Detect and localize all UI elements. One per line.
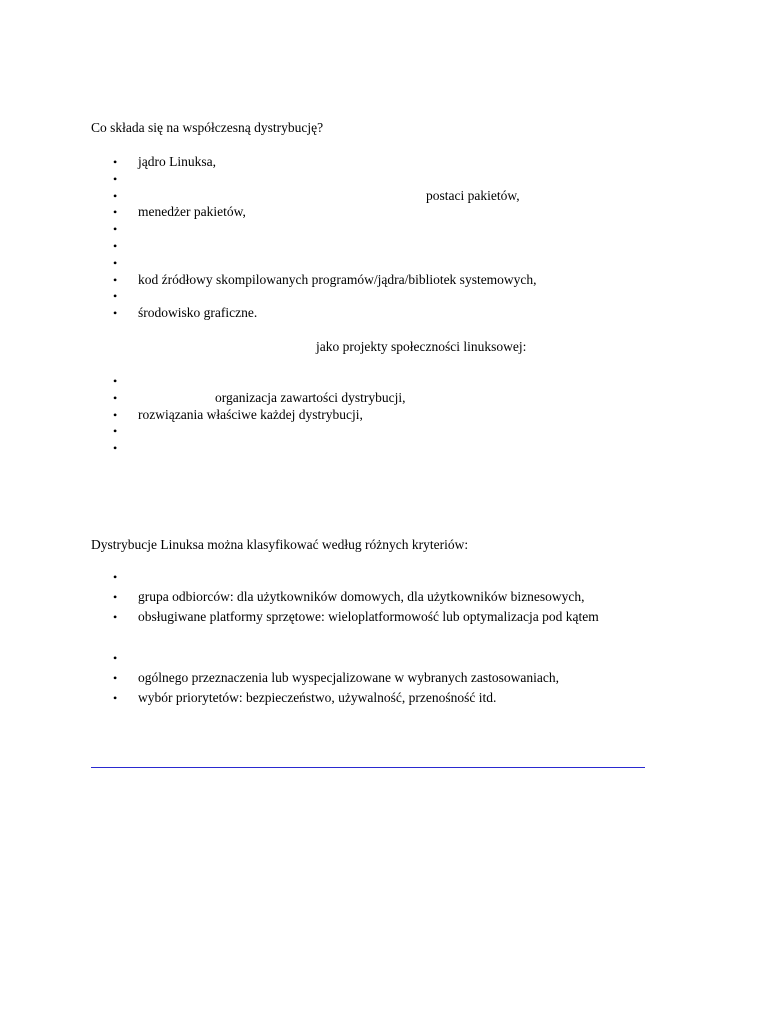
list-item — [0, 587, 768, 607]
list-item-text: organizacja zawartości dystrybucji, — [215, 389, 406, 405]
bullet-icon: • — [113, 272, 118, 287]
bullet-icon: • — [113, 390, 118, 405]
bullet-icon: • — [113, 691, 118, 705]
list-item — [0, 154, 768, 171]
list-item — [0, 688, 768, 708]
bullet-icon: • — [113, 171, 118, 186]
bullet-icon: • — [113, 424, 118, 439]
bullet-icon: • — [113, 289, 118, 304]
section2-list — [0, 373, 768, 457]
list-item-text: grupa odbiorców: dla użytkowników domowych, dla użytkowników biznesowych, — [138, 589, 585, 604]
list-item — [0, 255, 768, 272]
section3-heading: Dystrybucje Linuksa można klasyfikować według różnych kryteriów: — [91, 537, 469, 552]
bullet-icon: • — [113, 205, 118, 220]
list-item — [0, 171, 768, 188]
section3-list-a — [0, 567, 768, 627]
list-item-text: postaci pakietów, — [426, 187, 520, 203]
bullet-icon: • — [113, 590, 118, 604]
list-item-text: jądro Linuksa, — [138, 154, 216, 169]
section2-heading: jako projekty społeczności linuksowej: — [316, 339, 527, 354]
list-item — [0, 423, 768, 440]
list-item — [0, 272, 768, 289]
bullet-icon: • — [113, 374, 118, 388]
list-item-text: rozwiązania właściwe każdej dystrybucji, — [138, 406, 363, 422]
footnote-separator-line — [91, 767, 645, 768]
list-item — [0, 188, 768, 205]
list-item-text: menedżer pakietów, — [138, 204, 246, 220]
bullet-icon: • — [113, 651, 118, 665]
section1-heading: Co składa się na współczesną dystrybucję? — [91, 120, 324, 135]
bullet-icon: • — [113, 188, 118, 203]
list-item — [0, 567, 768, 587]
bullet-icon: • — [113, 255, 118, 270]
bullet-icon: • — [113, 222, 118, 237]
list-item — [0, 373, 768, 390]
bullet-icon: • — [113, 407, 118, 422]
bullet-icon: • — [113, 570, 118, 584]
list-item — [0, 440, 768, 457]
list-item — [0, 390, 768, 407]
list-item-text: środowisko graficzne. — [138, 305, 258, 321]
list-item — [0, 668, 768, 688]
bullet-icon: • — [113, 610, 118, 624]
bullet-icon: • — [113, 671, 118, 685]
list-item-text: wybór priorytetów: bezpieczeństwo, używalność, przenośność itd. — [138, 690, 497, 705]
list-item-text: kod źródłowy skompilowanych programów/jądra/bibliotek systemowych, — [138, 271, 537, 287]
list-item-text: ogólnego przeznaczenia lub wyspecjalizowane w wybranych zastosowaniach, — [138, 670, 559, 685]
list-item — [0, 238, 768, 255]
list-item — [0, 607, 768, 627]
list-item — [0, 648, 768, 668]
section1-list — [0, 154, 768, 322]
list-item — [0, 305, 768, 322]
bullet-icon: • — [113, 238, 118, 253]
bullet-icon: • — [113, 441, 118, 456]
list-item — [0, 221, 768, 238]
list-item-text: obsługiwane platformy sprzętowe: wieloplatformowość lub optymalizacja pod kątem — [138, 609, 599, 624]
list-item — [0, 204, 768, 221]
list-item — [0, 288, 768, 305]
section3-list-b — [0, 648, 768, 708]
list-item — [0, 407, 768, 424]
bullet-icon: • — [113, 306, 118, 321]
bullet-icon: • — [113, 155, 118, 169]
